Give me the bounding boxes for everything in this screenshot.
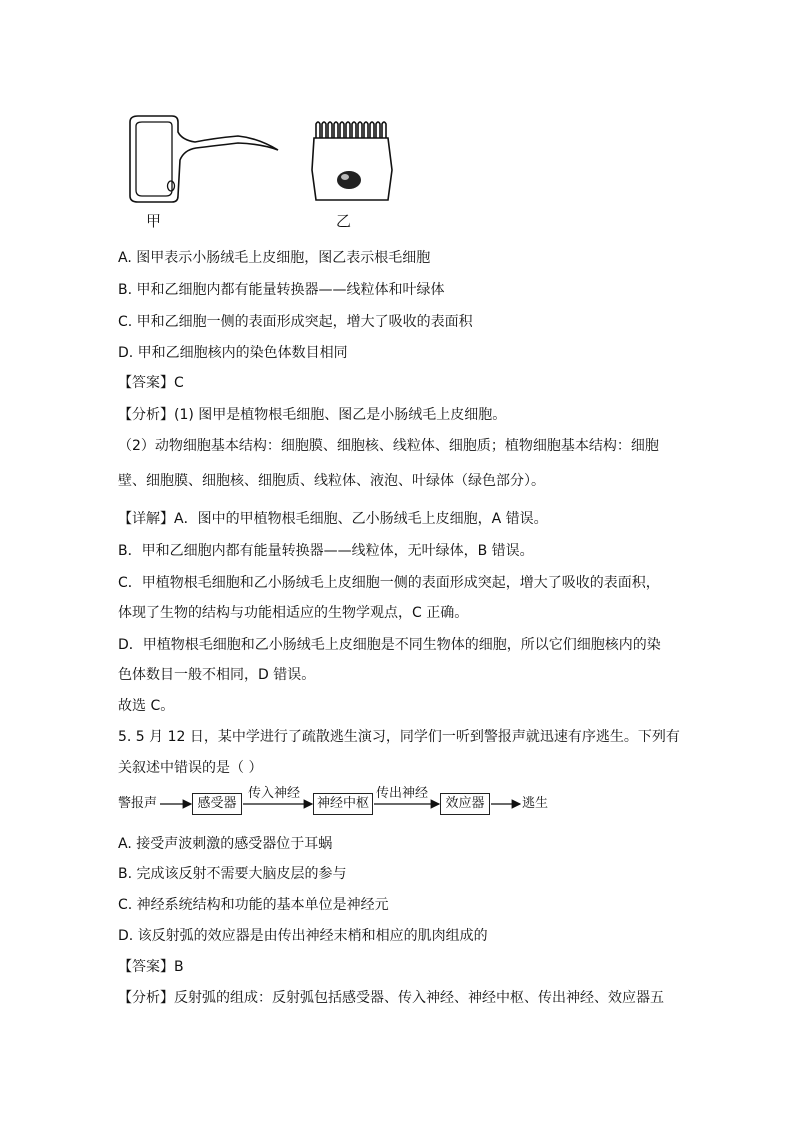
q5-stem-line-1: 5. 5 月 12 日，某中学进行了疏散逃生演习，同学们一听到警报声就迅速有序逃生。下列有 <box>118 729 680 745</box>
epithelial-nucleus <box>337 171 361 189</box>
q5-option-d: D. 该反射弧的效应器是由传出神经末梢和相应的肌肉组成的 <box>118 928 488 944</box>
q4-detail-line-5: D．甲植物根毛细胞和乙小肠绒毛上皮细胞是不同生物体的细胞，所以它们细胞核内的染 <box>118 637 661 653</box>
q4-detail-line-6: 色体数目一般不相同，D 错误。 <box>118 667 316 683</box>
flow-end: 逃生 <box>522 796 549 811</box>
q4-option-a: A. 图甲表示小肠绒毛上皮细胞，图乙表示根毛细胞 <box>118 250 431 266</box>
q4-analysis-line-1: 【分析】(1) 图甲是植物根毛细胞、图乙是小肠绒毛上皮细胞。 <box>118 407 507 423</box>
flow-start: 警报声 <box>118 796 158 811</box>
flow-arrow-label-efferent: 传出神经 <box>376 786 429 801</box>
q4-answer: 【答案】C <box>118 375 184 391</box>
q5-option-b: B. 完成该反射不需要大脑皮层的参与 <box>118 866 347 882</box>
flow-arrow-label-afferent: 传入神经 <box>248 786 301 801</box>
q5-stem-line-2: 关叙述中错误的是（ ） <box>118 760 263 776</box>
q4-detail-line-1: 【详解】A．图中的甲植物根毛细胞、乙小肠绒毛上皮细胞，A 错误。 <box>118 511 548 527</box>
root-hair-nucleus <box>168 181 175 191</box>
q4-conclusion: 故选 C。 <box>118 698 175 714</box>
flow-box-center: 神经中枢 <box>313 793 373 815</box>
flow-box-effector: 效应器 <box>440 793 490 815</box>
q4-detail-line-2: B．甲和乙细胞内都有能量转换器——线粒体，无叶绿体，B 错误。 <box>118 543 534 559</box>
q5-analysis: 【分析】反射弧的组成：反射弧包括感受器、传入神经、神经中枢、传出神经、效应器五 <box>118 990 664 1006</box>
cell-figure <box>120 110 400 210</box>
q4-analysis-line-2: （2）动物细胞基本结构：细胞膜、细胞核、线粒体、细胞质；植物细胞基本结构：细胞 <box>118 438 659 454</box>
figure-label-b: 乙 <box>336 212 352 230</box>
q5-option-a: A. 接受声波刺激的感受器位于耳蜗 <box>118 836 333 852</box>
root-hair-cell-drawing <box>130 116 278 202</box>
flow-arrows <box>160 795 530 813</box>
q4-detail-line-3: C．甲植物根毛细胞和乙小肠绒毛上皮细胞一侧的表面形成突起，增大了吸收的表面积， <box>118 575 660 591</box>
q5-answer: 【答案】B <box>118 959 184 975</box>
q4-option-d: D. 甲和乙细胞核内的染色体数目相同 <box>118 345 348 361</box>
nucleus-highlight <box>341 174 349 180</box>
q4-option-b: B. 甲和乙细胞内都有能量转换器——线粒体和叶绿体 <box>118 282 445 298</box>
figure-label-a: 甲 <box>146 212 162 230</box>
flow-box-receptor: 感受器 <box>192 793 242 815</box>
q4-option-c: C. 甲和乙细胞一侧的表面形成突起，增大了吸收的表面积 <box>118 314 473 330</box>
q4-analysis-line-3: 壁、细胞膜、细胞核、细胞质、线粒体、液泡、叶绿体（绿色部分）。 <box>118 473 545 489</box>
q5-option-c: C. 神经系统结构和功能的基本单位是神经元 <box>118 897 389 913</box>
q4-detail-line-4: 体现了生物的结构与功能相适应的生物学观点，C 正确。 <box>118 605 469 621</box>
